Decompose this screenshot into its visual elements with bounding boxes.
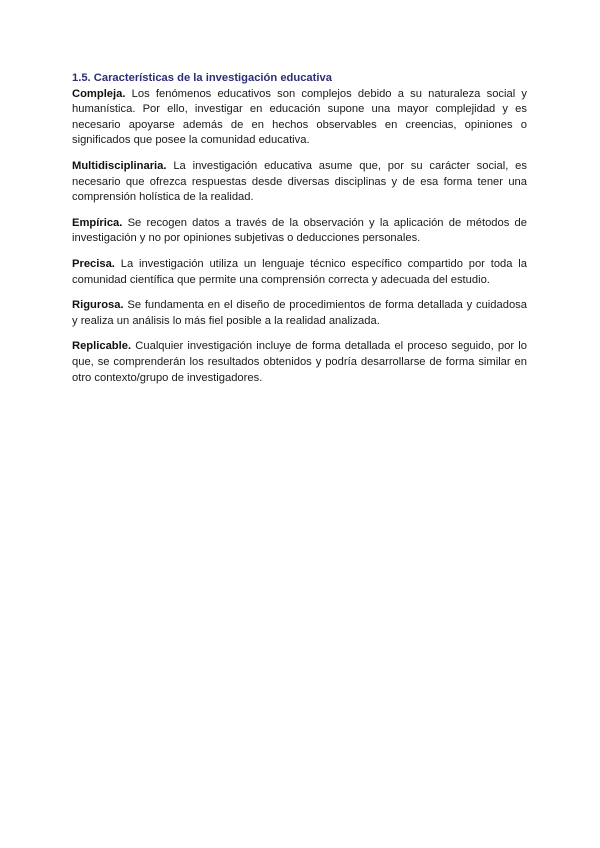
term-description: Se recogen datos a través de la observación y la aplicación de métodos de investigación y no por opiniones subjetivas o deducciones personales.	[72, 216, 527, 245]
term-description: Se fundamenta en el diseño de procedimientos de forma detallada y cuidadosa y realiza un análisis lo más fiel posible a la realidad analizada.	[72, 299, 527, 327]
characteristic-precisa	[72, 257, 527, 288]
term-label: Rigurosa.	[72, 299, 124, 312]
characteristic-compleja	[72, 87, 527, 149]
term-label: Compleja.	[72, 87, 126, 100]
term-description: Cualquier investigación incluye de forma detallada el proceso seguido, por lo que, se comprenderán los resultados obtenidos y podría desarrollarse de forma similar en otro contexto/grupo de investigadores.	[72, 340, 527, 384]
characteristic-multidisciplinaria	[72, 159, 527, 206]
section-heading: 1.5. Características de la investigación educativa	[72, 72, 332, 84]
term-label: Empírica.	[72, 216, 123, 229]
term-description: La investigación educativa asume que, por su carácter social, es necesario que ofrezca respuestas desde diversas disciplinas y de esa forma tener una comprensión holística de la realidad.	[72, 159, 527, 204]
term-label: Multidisciplinaria.	[72, 159, 167, 172]
term-description: La investigación utiliza un lenguaje técnico específico compartido por toda la comunidad científica que permite una comprensión correcta y adecuada del estudio.	[72, 257, 527, 286]
characteristic-empirica	[72, 216, 527, 247]
characteristic-replicable	[72, 339, 527, 386]
term-description: Los fenómenos educativos son complejos debido a su naturaleza social y humanística. Por ello, investigar en educación supone una mayor complejidad y es necesario apoyarse además de en hechos observables en creencias, opiniones o significados que posee la comunidad educativa.	[72, 87, 527, 147]
term-label: Replicable.	[72, 340, 132, 353]
document-body	[72, 71, 527, 396]
characteristic-rigurosa	[72, 298, 527, 329]
term-label: Precisa.	[72, 257, 115, 270]
